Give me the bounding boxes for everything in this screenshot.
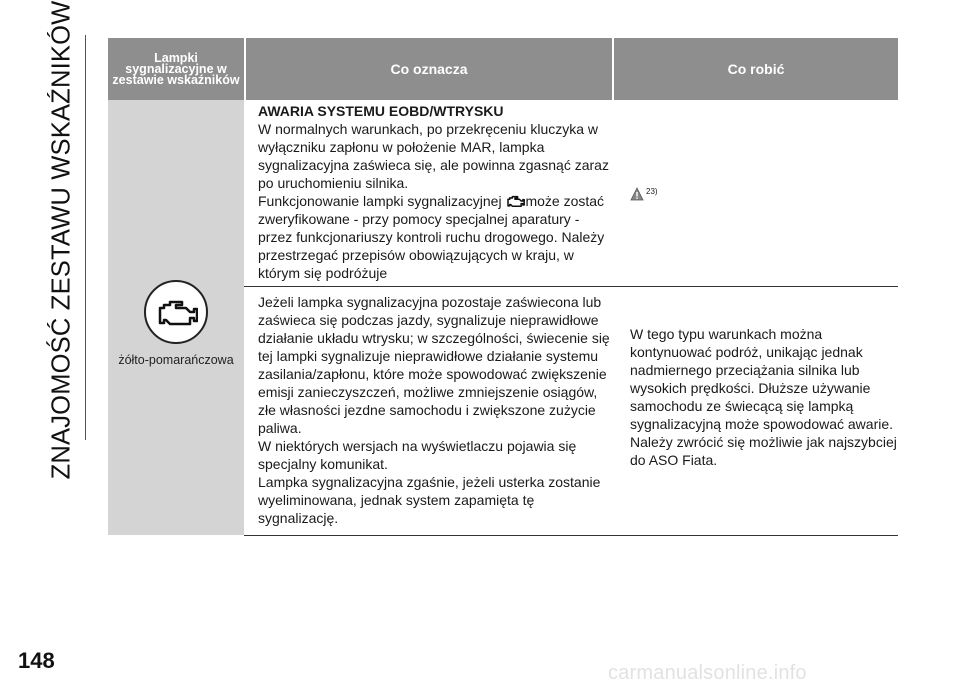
header-action: Co robić bbox=[614, 38, 898, 100]
section-divider bbox=[85, 35, 86, 440]
watermark: carmanualsonline.info bbox=[608, 662, 807, 684]
meaning-cell bbox=[244, 100, 614, 286]
meaning-cell bbox=[244, 287, 614, 535]
header-indicator: Lampki sygnalizacyjne w zestawie wskaźników bbox=[108, 38, 244, 100]
section-title bbox=[40, 0, 84, 480]
meaning-paragraph: Jeżeli lampka sygnalizacyjna pozostaje zaświecona lub zaświeca się podczas jazdy, sygnalizuje nieprawidłowe działanie układu wtrysku; w szczególności, świecenie się tej lampki sygnalizuje nieprawidłowe działanie systemu zasilania/zapłonu, które może spowodować zwiększenie emisji zanieczyszczeń, możliwe zmniejszenie osiągów, złe własności jezdne samochodu i zwiększone zużycie paliwa. bbox=[258, 294, 610, 436]
action-paragraph: W tego typu warunkach można kontynuować podróż, unikając jednak nadmiernego przeciążania silnika lub wysokich prędkości. Dłuższe używanie samochodu ze świecącą się lampką sygnalizacyjną może spowodować awarie. Należy zwrócić się możliwie jak najszybciej do ASO Fiata. bbox=[630, 326, 897, 468]
page-number: 148 bbox=[18, 648, 55, 673]
engine-check-icon bbox=[505, 194, 525, 208]
table-header bbox=[108, 38, 898, 100]
table-row bbox=[244, 100, 898, 287]
table-row bbox=[244, 287, 898, 536]
meaning-paragraph: Lampka sygnalizacyjna zgaśnie, jeżeli usterka zostanie wyeliminowana, jednak system zapamięta tę sygnalizację. bbox=[258, 474, 601, 526]
section-title-text: ZNAJOMOŚĆ ZESTAWU WSKAŹNIKÓW bbox=[47, 0, 76, 480]
engine-check-icon bbox=[144, 280, 208, 344]
meaning-text-part: może zostać zweryfikowane - przy pomocy specjalnej aparatury - przez funkcjonariuszy kontroli ruchu drogowego. Należy przestrzegać przepisów obowiązujących w kraju, w którym się podróżuje bbox=[258, 193, 605, 281]
warning-reference bbox=[630, 187, 658, 201]
indicator-cell bbox=[108, 100, 244, 535]
meaning-paragraph: W niektórych wersjach na wyświetlaczu pojawia się specjalny komunikat. bbox=[258, 438, 577, 472]
fault-heading: AWARIA SYSTEMU EOBD/WTRYSKU bbox=[258, 103, 504, 119]
meaning-paragraph bbox=[258, 192, 614, 282]
meaning-text-part: Funkcjonowanie lampki sygnalizacyjnej bbox=[258, 193, 506, 209]
indicator-color-label: żółto-pomarańczowa bbox=[118, 353, 234, 367]
table-body bbox=[108, 100, 898, 536]
warning-triangle-icon bbox=[630, 187, 644, 201]
table-rows bbox=[244, 100, 898, 536]
indicator-table bbox=[108, 38, 898, 536]
header-meaning: Co oznacza bbox=[246, 38, 612, 100]
reference-number: 23) bbox=[646, 187, 658, 196]
action-cell bbox=[614, 287, 898, 535]
meaning-paragraph: W normalnych warunkach, po przekręceniu kluczyka w wyłączniku zapłonu w położenie MAR, lampka sygnalizacyjna zaświeca się, ale powinna zgasnąć zaraz po uruchomieniu silnika. bbox=[258, 121, 609, 191]
